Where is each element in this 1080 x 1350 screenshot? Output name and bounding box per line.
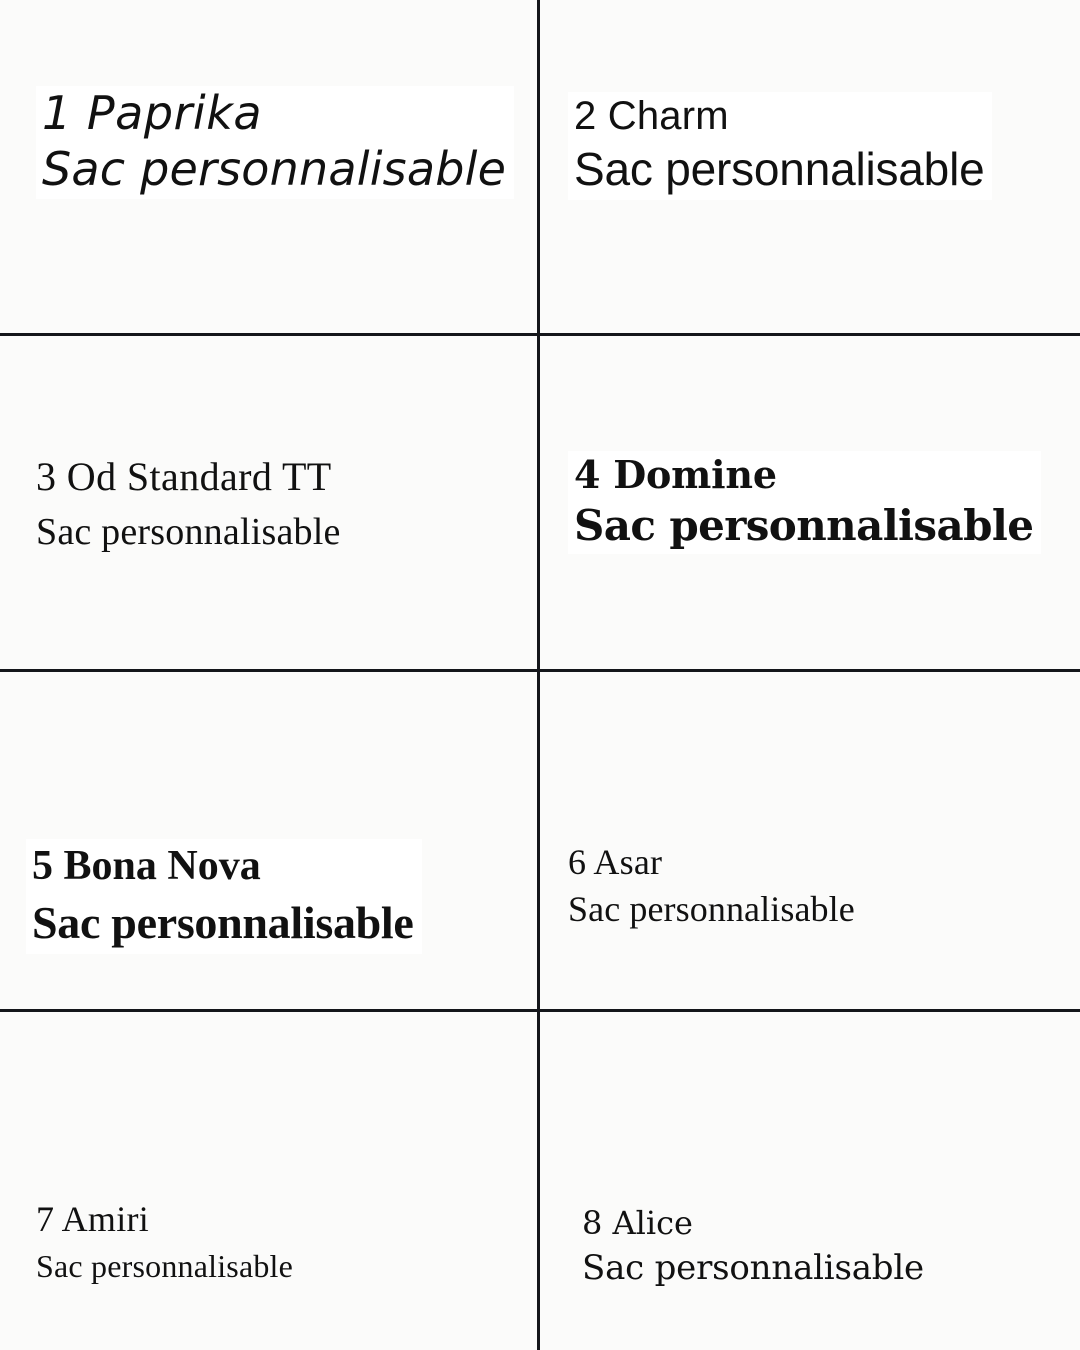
specimen-cell-5 [0,672,540,1012]
specimen-cell-1 [0,0,540,336]
specimen-label-2 [568,92,992,200]
specimen-title-7: 7 Amiri [36,1199,150,1240]
specimen-title-2: 2 Charm [568,92,992,141]
specimen-title-4: 4 Domine [568,451,1041,500]
specimen-sample-2: Sac personnalisable [568,141,992,200]
specimen-sample-4: Sac personnalisable [568,500,1041,554]
specimen-sample-3: Sac personnalisable [36,510,341,553]
specimen-sample-7: Sac personnalisable [36,1247,294,1284]
specimen-label-6 [568,838,855,933]
specimen-sample-6: Sac personnalisable [568,889,855,930]
specimen-label-4 [568,451,1041,554]
specimen-label-8 [582,1200,924,1292]
specimen-cell-6 [540,672,1080,1012]
specimen-label-7 [36,1194,293,1288]
specimen-cell-4 [540,336,1080,672]
specimen-label-1 [36,86,514,199]
specimen-title-3: 3 Od Standard TT [36,453,332,499]
specimen-sample-1: Sac personnalisable [36,142,514,200]
specimen-label-3 [36,447,341,558]
specimen-label-5 [26,839,422,954]
specimen-cell-3 [0,336,540,672]
specimen-cell-7 [0,1012,540,1350]
specimen-title-1: 1 Paprika [36,86,514,142]
specimen-cell-8 [540,1012,1080,1350]
specimen-title-8: 8 Alice [582,1203,693,1242]
specimen-cell-2 [540,0,1080,336]
specimen-title-6: 6 Asar [568,841,663,882]
specimen-title-5: 5 Bona Nova [26,839,422,893]
specimen-sample-5: Sac personnalisable [26,894,422,954]
specimen-sample-8: Sac personnalisable [582,1248,924,1289]
